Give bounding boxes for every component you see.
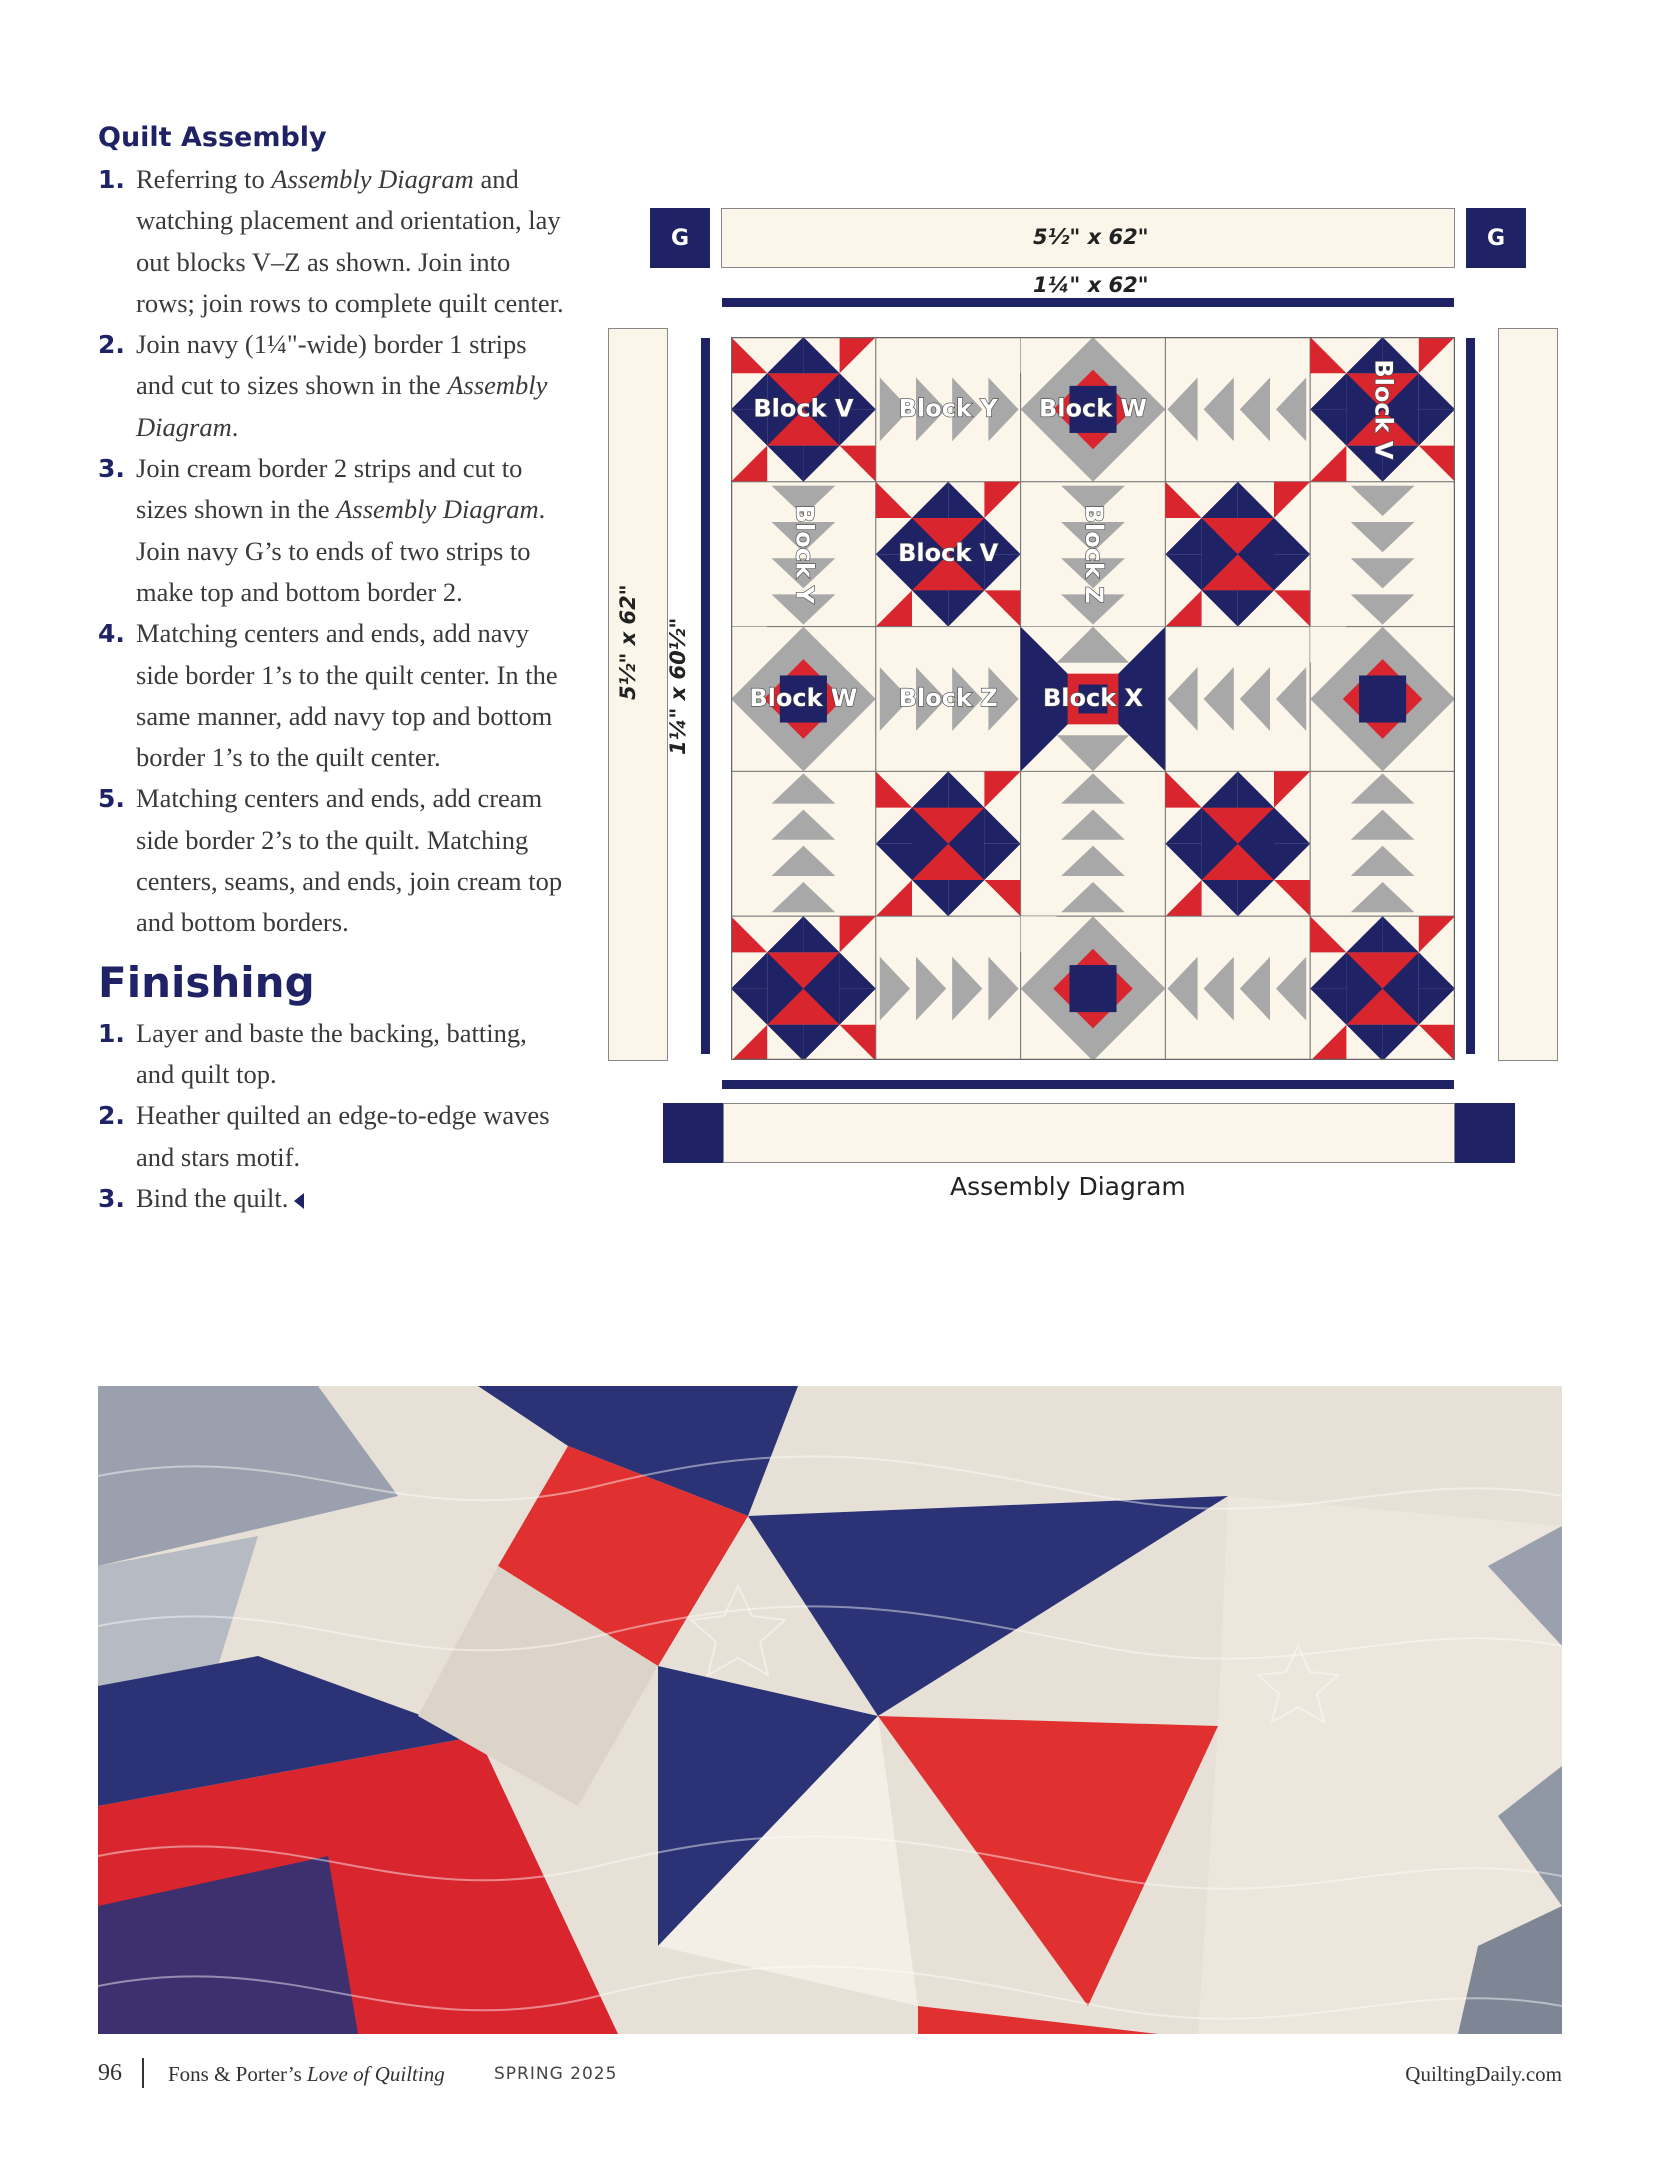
corner-g-top-right: G [1466,208,1526,268]
block-label: Block Y [898,394,998,423]
footer-divider [142,2058,144,2088]
quilt-block [1165,627,1310,772]
quilt-block [876,916,1021,1060]
quilt-block [1021,482,1166,627]
block-label: Block X [1042,684,1144,712]
corner-g-top-left: G [650,208,710,268]
right-border-2 [1498,328,1558,1061]
assembly-step: 5. Matching centers and ends, add cream side border 2’s to the quilt. Matching centers, seams, and ends, join cream top and bottom borders. [98,783,563,938]
assembly-steps [98,159,568,944]
quilt-block [1021,627,1166,772]
quilt-block [1165,337,1310,482]
block-label: Block Y [790,504,819,604]
issue-label: SPRING 2025 [494,2064,618,2084]
finishing-step: 2. Heather quilted an edge-to-edge waves and stars motif. [98,1100,550,1172]
quilt-block [876,771,1021,916]
top-border-2-label: 5½" x 62" [1033,225,1149,249]
quilt-block [1310,482,1455,627]
block-label: Block V [753,394,854,423]
quilt-block [876,627,1021,772]
quilt-block [731,337,876,482]
site-link[interactable]: QuiltingDaily.com [1405,2062,1562,2086]
quilt-photo-illustration [98,1386,1562,2034]
finishing-step: 3. Bind the quilt. [98,1178,568,1219]
quilt-block [731,771,876,916]
page-footer [98,2060,1562,2090]
bottom-border-2 [723,1103,1455,1163]
top-border-1-label: 1¼" x 62" [1033,273,1149,297]
page-number: 96 [98,2060,122,2086]
block-label: Block V [1369,359,1398,460]
assembly-step: 3. Join cream border 2 strips and cut to sizes shown in the Assembly Diagram. Join navy G’s to ends of two strips to make top and bottom border 2. [98,453,546,607]
block-label: Block V [898,539,999,568]
quilt-center [731,337,1455,1060]
quilt-block [1021,771,1166,916]
corner-g-bottom-left [663,1103,723,1163]
block-label: Block W [1038,394,1148,423]
block-label: Block Z [1080,504,1108,604]
side-border-1-label: 1¼" x 60½" [666,617,690,755]
quilt-block [876,337,1021,482]
end-mark-icon [294,1193,304,1209]
side-border-2-label: 5½" x 62" [616,584,640,700]
magazine-title: Fons & Porter’s Love of Quilting [168,2062,445,2086]
quilt-assembly-heading: Quilt Assembly [98,122,327,153]
bottom-border-1 [722,1080,1454,1089]
assembly-step: 4. Matching centers and ends, add navy side border 1’s to the quilt center. In the same manner, add navy top and bottom border 1’s to the quilt center. [98,618,558,773]
corner-g-bottom-right [1455,1103,1515,1163]
quilt-block [1310,337,1455,482]
block-label: Block Z [898,684,998,712]
left-border-1 [701,338,710,1054]
quilt-block [1310,627,1455,772]
right-border-1 [1466,338,1475,1054]
top-border-1 [722,298,1454,307]
quilt-block [1165,916,1310,1060]
finishing-heading: Finishing [98,957,315,1007]
quilt-block [731,627,876,772]
finishing-steps [98,1013,568,1219]
quilt-block [731,482,876,627]
assembly-step: 2. Join navy (1¼"-wide) border 1 strips and cut to sizes shown in the Assembly Diagram. [98,329,548,442]
quilt-block [1310,916,1455,1060]
diagram-caption: Assembly Diagram [950,1172,1186,1201]
quilt-block [1021,916,1166,1060]
quilt-block [876,482,1021,627]
quilt-block [1310,771,1455,916]
instructions-column [98,122,568,1219]
assembly-diagram [600,200,1540,1220]
assembly-step: 1. Referring to Assembly Diagram and watching placement and orientation, lay out blocks V–Z as shown. Join into rows; join rows to complete quilt center. [98,164,564,318]
quilt-block [731,916,876,1060]
quilt-block [1021,337,1166,482]
block-label: Block W [749,684,858,712]
finishing-step: 1. Layer and baste the backing, batting, and quilt top. [98,1017,527,1089]
quilt-block [1165,482,1310,627]
quilt-photo [98,1386,1562,2034]
quilt-block [1165,771,1310,916]
